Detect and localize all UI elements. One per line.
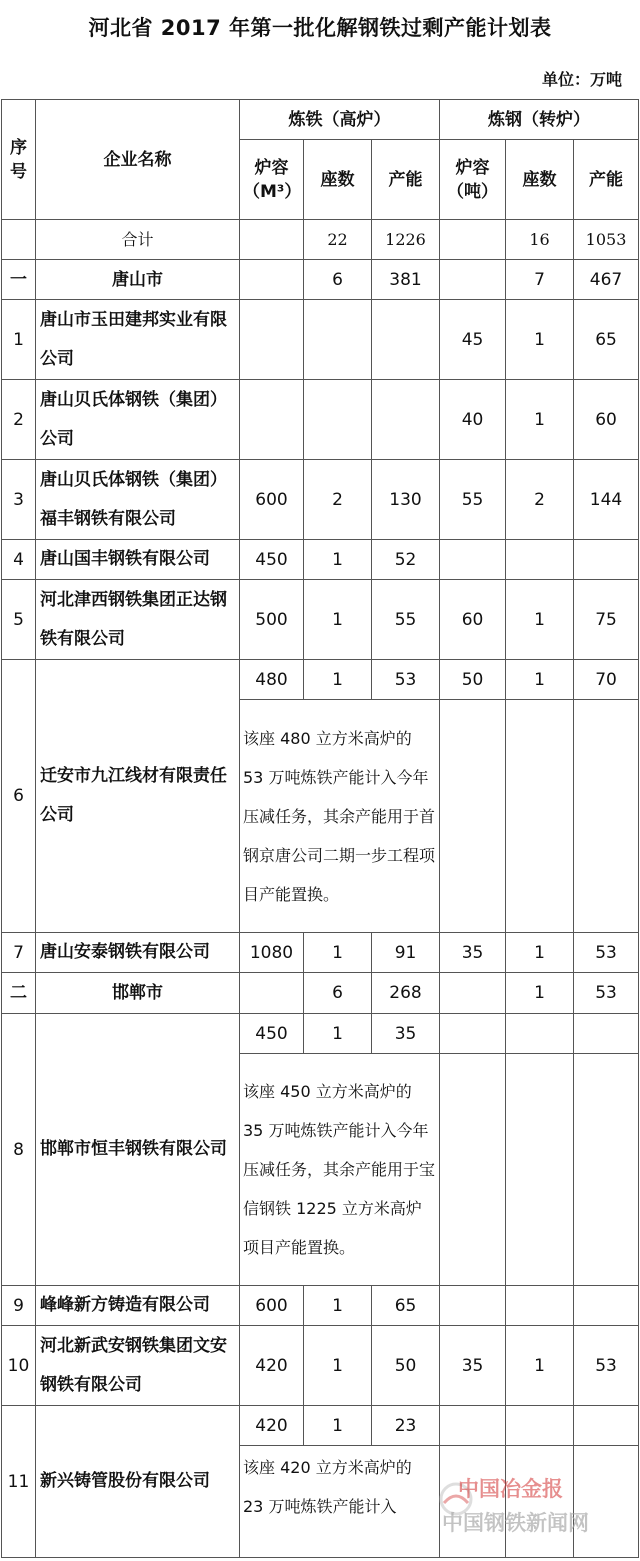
total-steel-count: 16 <box>506 220 574 260</box>
total-row <box>2 220 639 260</box>
watermark-line1: 中国冶金报 <box>458 1477 563 1501</box>
header-steelmaking: 炼钢（转炉） <box>440 100 639 140</box>
note-cell: 该座 480 立方米高炉的 53 万吨炼铁产能计入今年压减任务，其余产能用于首钢京唐公司二期一步工程项目产能置换。 <box>240 700 440 933</box>
company-name: 唐山国丰钢铁有限公司 <box>36 540 240 580</box>
table-row: 4 唐山国丰钢铁有限公司 450 1 52 <box>2 540 639 580</box>
table-row: 1 唐山市玉田建邦实业有限公司 45 1 65 <box>2 300 639 380</box>
table-row: 2 唐山贝氏体钢铁（集团）公司 40 1 60 <box>2 380 639 460</box>
company-name: 河北新武安钢铁集团文安钢铁有限公司 <box>36 1326 240 1406</box>
capacity-table <box>1 99 639 1558</box>
unit-label: 单位：万吨 <box>541 70 622 89</box>
company-name: 唐山贝氏体钢铁（集团）公司 <box>36 380 240 460</box>
watermark-line2: 中国钢铁新闻网 <box>442 1511 589 1535</box>
table-row: 8 邯郸市恒丰钢铁有限公司 450 1 35 <box>2 1014 639 1054</box>
city-name: 唐山市 <box>36 260 240 300</box>
company-name: 唐山安泰钢铁有限公司 <box>36 933 240 973</box>
header-furnace-volume-m3: 炉容（M³） <box>240 140 304 220</box>
header-furnace-volume-t: 炉容（吨） <box>440 140 506 220</box>
total-iron-capacity: 1226 <box>372 220 440 260</box>
company-name: 唐山贝氏体钢铁（集团）福丰钢铁有限公司 <box>36 460 240 540</box>
header-count: 座数 <box>304 140 372 220</box>
header-seq: 序号 <box>2 100 36 220</box>
header-ironmaking: 炼铁（高炉） <box>240 100 440 140</box>
table-row: 3 唐山贝氏体钢铁（集团）福丰钢铁有限公司 600 2 130 55 2 144 <box>2 460 639 540</box>
company-name: 邯郸市恒丰钢铁有限公司 <box>36 1014 240 1286</box>
total-iron-count: 22 <box>304 220 372 260</box>
page-title: 河北省 2017 年第一批化解钢铁过剩产能计划表 <box>88 16 552 40</box>
company-name: 河北津西钢铁集团正达钢铁有限公司 <box>36 580 240 660</box>
company-name: 唐山市玉田建邦实业有限公司 <box>36 300 240 380</box>
table-row: 11 新兴铸管股份有限公司 420 1 23 <box>2 1406 639 1446</box>
note-cell: 该座 450 立方米高炉的 35 万吨炼铁产能计入今年压减任务，其余产能用于宝信钢铁 1225 立方米高炉项目产能置换。 <box>240 1054 440 1286</box>
header-company: 企业名称 <box>36 100 240 220</box>
table-row: 9 峰峰新方铸造有限公司 600 1 65 <box>2 1286 639 1326</box>
header-count2: 座数 <box>506 140 574 220</box>
city-name: 邯郸市 <box>36 973 240 1014</box>
total-steel-capacity: 1053 <box>574 220 639 260</box>
note-cell: 该座 420 立方米高炉的 23 万吨炼铁产能计入 <box>240 1446 440 1558</box>
city-row: 二 邯郸市 6 268 1 53 <box>2 973 639 1014</box>
company-name: 新兴铸管股份有限公司 <box>36 1406 240 1558</box>
city-row: 一 唐山市 6 381 7 467 <box>2 260 639 300</box>
table-row: 5 河北津西钢铁集团正达钢铁有限公司 500 1 55 60 1 75 <box>2 580 639 660</box>
company-name: 迁安市九江线材有限责任公司 <box>36 660 240 933</box>
total-label: 合计 <box>36 220 240 260</box>
table-row: 7 唐山安泰钢铁有限公司 1080 1 91 35 1 53 <box>2 933 639 973</box>
table-row: 10 河北新武安钢铁集团文安钢铁有限公司 420 1 50 35 1 53 <box>2 1326 639 1406</box>
company-name: 峰峰新方铸造有限公司 <box>36 1286 240 1326</box>
header-capacity2: 产能 <box>574 140 639 220</box>
total-seq <box>2 220 36 260</box>
header-capacity: 产能 <box>372 140 440 220</box>
table-row: 6 迁安市九江线材有限责任公司 480 1 53 50 1 70 <box>2 660 639 700</box>
